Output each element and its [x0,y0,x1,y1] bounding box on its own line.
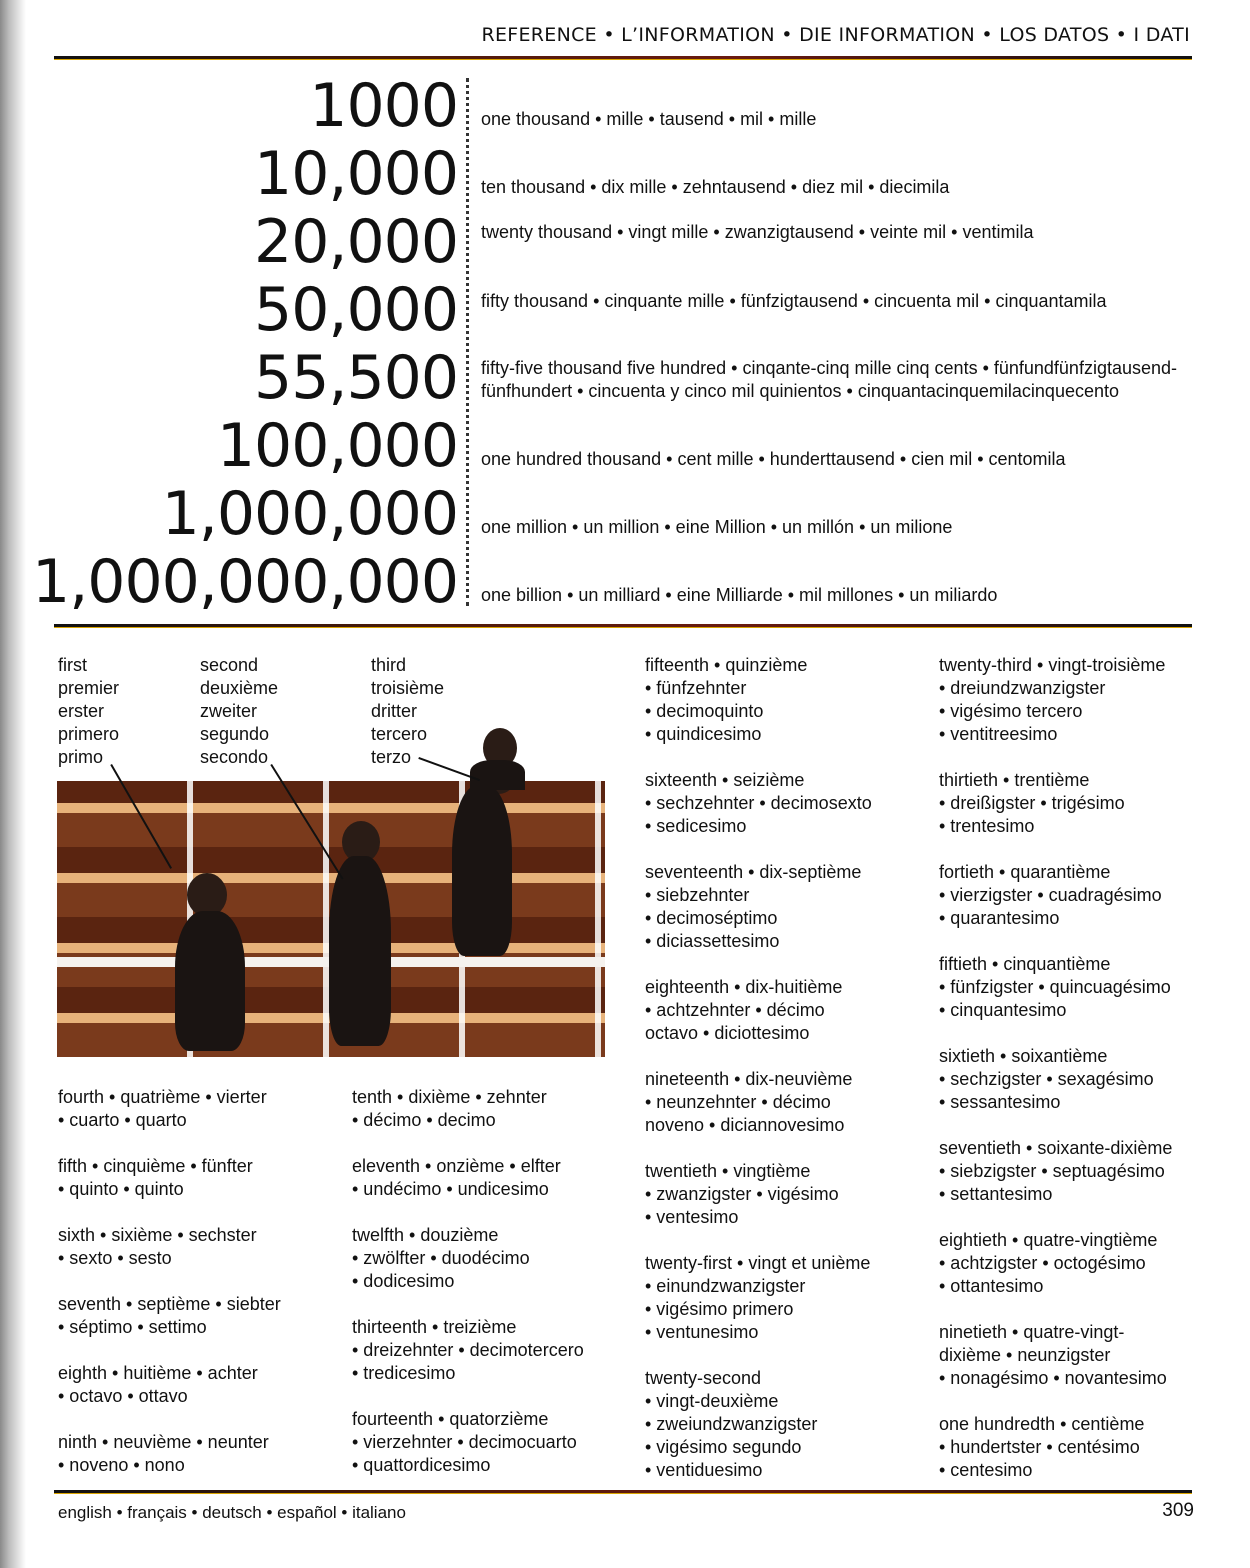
ordinal-entry [939,1137,1172,1206]
number-row [0,412,458,480]
entry-line: • settantesimo [939,1184,1053,1204]
label-line: second [200,655,259,675]
entry-line: octavo • diciottesimo [645,1023,810,1043]
runner-third [452,786,512,956]
runner-second [329,856,391,1046]
entry-line: • dreiundzwanzigster [939,678,1106,698]
ordinal-entry [939,953,1172,1022]
entry-line: fifteenth • quinzième [645,655,808,675]
entry-line: • dodicesimo [352,1271,455,1291]
entry-line: noveno • diciannovesimo [645,1115,845,1135]
entry-line: twenty-third • vingt-troisième [939,655,1166,675]
ordinals-column-2 [352,1086,584,1500]
entry-line: • vigésimo segundo [645,1437,802,1457]
number-words-line: fifty-five thousand five hundred • cinqante-cinq mille cinq cents • fünfundfünfzigtausend- [481,358,1178,378]
number-words: one million • un million • eine Million • un millón • un milione [481,517,953,537]
ordinal-entry [58,1431,281,1477]
entry-line: • vierzigster • cuadragésimo [939,885,1162,905]
entry-line: fourth • quatrième • vierter [58,1087,267,1107]
section-rule [54,624,1192,627]
number-row [0,480,458,548]
label-third [371,654,444,769]
entry-line: • noveno • nono [58,1455,185,1475]
entry-line: nineteenth • dix-neuvième [645,1069,853,1089]
entry-line: eleventh • onzième • elfter [352,1156,561,1176]
entry-line: thirteenth • treizième [352,1317,517,1337]
entry-line: • sechzigster • sexagésimo [939,1069,1154,1089]
label-line: erster [58,701,105,721]
label-line: troisième [371,678,445,698]
ordinal-entry [645,1068,872,1137]
label-line: secondo [200,747,269,767]
footer-languages: english • français • deutsch • español • italiano [58,1503,406,1522]
ordinal-entry [645,769,872,838]
entry-line: • siebzigster • septuagésimo [939,1161,1165,1181]
number-row [0,140,458,208]
ordinal-entry [352,1224,584,1293]
entry-line: thirtieth • trentième [939,770,1090,790]
number-value: 100,000 [216,411,458,481]
entry-line: • ventitreesimo [939,724,1058,744]
number-value: 1,000,000 [161,479,458,549]
entry-line: • neunzehnter • décimo [645,1092,831,1112]
label-line: tercero [371,724,428,744]
ordinal-entry [645,861,872,953]
ordinal-entry [939,1045,1172,1114]
label-line: segundo [200,724,270,744]
entry-line: • sechzehnter • decimosexto [645,793,872,813]
entry-line: sixteenth • seizième [645,770,805,790]
number-row [0,548,458,616]
entry-line: • zwanzigster • vigésimo [645,1184,839,1204]
entry-line: • cuarto • quarto [58,1110,187,1130]
ordinal-entry [352,1155,584,1201]
entry-line: • quindicesimo [645,724,762,744]
entry-line: • octavo • ottavo [58,1386,188,1406]
entry-line: ninetieth • quatre-vingt- [939,1322,1125,1342]
number-words: ten thousand • dix mille • zehntausend • diez mil • diecimila [481,177,950,197]
label-second [200,654,278,769]
entry-line: • fünfzigster • quincuagésimo [939,977,1171,997]
entry-line: • vierzehnter • decimocuarto [352,1432,577,1452]
label-line: third [371,655,407,675]
entry-line: • decimoquinto [645,701,764,721]
number-value: 1000 [309,71,458,141]
entry-line: • tredicesimo [352,1363,456,1383]
entry-line: • vingt-deuxième [645,1391,779,1411]
ordinal-entry [939,654,1172,746]
entry-line: • ventiduesimo [645,1460,763,1480]
runner-third-torso [470,760,525,790]
runner-first [175,911,245,1051]
entry-line: sixtieth • soixantième [939,1046,1108,1066]
label-line: deuxième [200,678,279,698]
entry-line: • einundzwanzigster [645,1276,806,1296]
hurdlers-photo [57,781,605,1057]
ordinal-entry [352,1408,584,1477]
entry-line: • séptimo • settimo [58,1317,207,1337]
entry-line: • decimoséptimo [645,908,778,928]
number-words: one billion • un milliard • eine Milliarde • mil millones • un miliardo [481,585,998,605]
label-line: zweiter [200,701,258,721]
entry-line: • quattordicesimo [352,1455,491,1475]
ordinal-entry [58,1155,281,1201]
entry-line: • fünfzehnter [645,678,747,698]
entry-line: • ventesimo [645,1207,739,1227]
ordinal-entry [645,1160,872,1229]
ordinal-entry [939,769,1172,838]
number-value: 1,000,000,000 [32,547,458,617]
ordinal-entry [645,654,872,746]
ordinal-entry [352,1086,584,1132]
ordinals-column-1 [58,1086,281,1500]
entry-line: • trentesimo [939,816,1035,836]
entry-line: • centesimo [939,1460,1033,1480]
ordinal-entry [58,1362,281,1408]
ordinal-entry [645,1367,872,1482]
label-line: primo [58,747,104,767]
entry-line: eighth • huitième • achter [58,1363,258,1383]
entry-line: • vigésimo tercero [939,701,1083,721]
number-words: fifty thousand • cinquante mille • fünfzigtausend • cincuenta mil • cinquantamila [481,291,1107,311]
entry-line: fifth • cinquième • fünfter [58,1156,253,1176]
number-value: 20,000 [254,207,458,277]
ordinal-entry [645,976,872,1045]
page-header: REFERENCE • L’INFORMATION • DIE INFORMATION • LOS DATOS • I DATI [481,24,1190,46]
label-line: first [58,655,87,675]
number-words: twenty thousand • vingt mille • zwanzigtausend • veinte mil • ventimila [481,222,1034,242]
entry-line: • sessantesimo [939,1092,1061,1112]
ordinal-entry [939,1413,1172,1482]
entry-line: sixth • sixième • sechster [58,1225,257,1245]
entry-line: • zwölfter • duodécimo [352,1248,530,1268]
ordinals-column-3 [645,654,872,1505]
dotted-divider [466,78,469,606]
entry-line: twentieth • vingtième [645,1161,811,1181]
entry-line: fourteenth • quatorzième [352,1409,549,1429]
number-row [0,276,458,344]
entry-line: • cinquantesimo [939,1000,1067,1020]
ordinal-entry [645,1252,872,1344]
number-value: 10,000 [254,139,458,209]
entry-line: • achtzehnter • décimo [645,1000,825,1020]
entry-line: • ventunesimo [645,1322,759,1342]
entry-line: • nonagésimo • novantesimo [939,1368,1167,1388]
entry-line: • zweiundzwanzigster [645,1414,818,1434]
entry-line: twenty-first • vingt et unième [645,1253,871,1273]
ordinal-entry [58,1293,281,1339]
entry-line: ninth • neuvième • neunter [58,1432,269,1452]
entry-line: • diciassettesimo [645,931,780,951]
number-row [0,208,458,276]
entry-line: • dreißigster • trigésimo [939,793,1125,813]
ordinals-column-4 [939,654,1172,1505]
entry-line: seventh • septième • siebter [58,1294,281,1314]
number-row [0,72,458,140]
entry-line: • vigésimo primero [645,1299,794,1319]
entry-line: • quarantesimo [939,908,1060,928]
number-row [0,344,458,412]
entry-line: • ottantesimo [939,1276,1044,1296]
page-number: 309 [1162,1500,1194,1521]
ordinal-entry [58,1086,281,1132]
entry-line: eightieth • quatre-vingtième [939,1230,1158,1250]
entry-line: • sexto • sesto [58,1248,172,1268]
label-line: premier [58,678,120,698]
entry-line: seventeenth • dix-septième [645,862,862,882]
ordinal-entry [352,1316,584,1385]
label-first [58,654,119,769]
entry-line: fiftieth • cinquantième [939,954,1111,974]
ordinal-entry [58,1224,281,1270]
number-words-line: fünfhundert • cincuenta y cinco mil quinientos • cinquantacinquemilacinquecento [481,381,1119,401]
entry-line: • dreizehnter • decimotercero [352,1340,584,1360]
entry-line: eighteenth • dix-huitième [645,977,843,997]
entry-line: • quinto • quinto [58,1179,184,1199]
ordinal-entry [939,1229,1172,1298]
label-line: primero [58,724,120,744]
entry-line: fortieth • quarantième [939,862,1111,882]
entry-line: • siebzehnter [645,885,750,905]
ordinal-entry [939,1321,1172,1390]
number-words: one hundred thousand • cent mille • hunderttausend • cien mil • centomila [481,449,1066,469]
entry-line: tenth • dixième • zehnter [352,1087,547,1107]
label-line: dritter [371,701,418,721]
footer-rule [54,1490,1192,1493]
header-rule [54,56,1192,59]
entry-line: twelfth • douzième [352,1225,499,1245]
entry-line: • sedicesimo [645,816,747,836]
entry-line: • hundertster • centésimo [939,1437,1140,1457]
entry-line: twenty-second [645,1368,762,1388]
number-words: one thousand • mille • tausend • mil • mille [481,109,817,129]
entry-line: • achtzigster • octogésimo [939,1253,1146,1273]
entry-line: • undécimo • undicesimo [352,1179,549,1199]
entry-line: one hundredth • centième [939,1414,1145,1434]
ordinal-entry [939,861,1172,930]
number-value: 55,500 [254,343,458,413]
number-words [481,357,1201,403]
entry-line: • décimo • decimo [352,1110,496,1130]
number-value: 50,000 [254,275,458,345]
label-line: terzo [371,747,412,767]
entry-line: dixième • neunzigster [939,1345,1111,1365]
entry-line: seventieth • soixante-dixième [939,1138,1173,1158]
